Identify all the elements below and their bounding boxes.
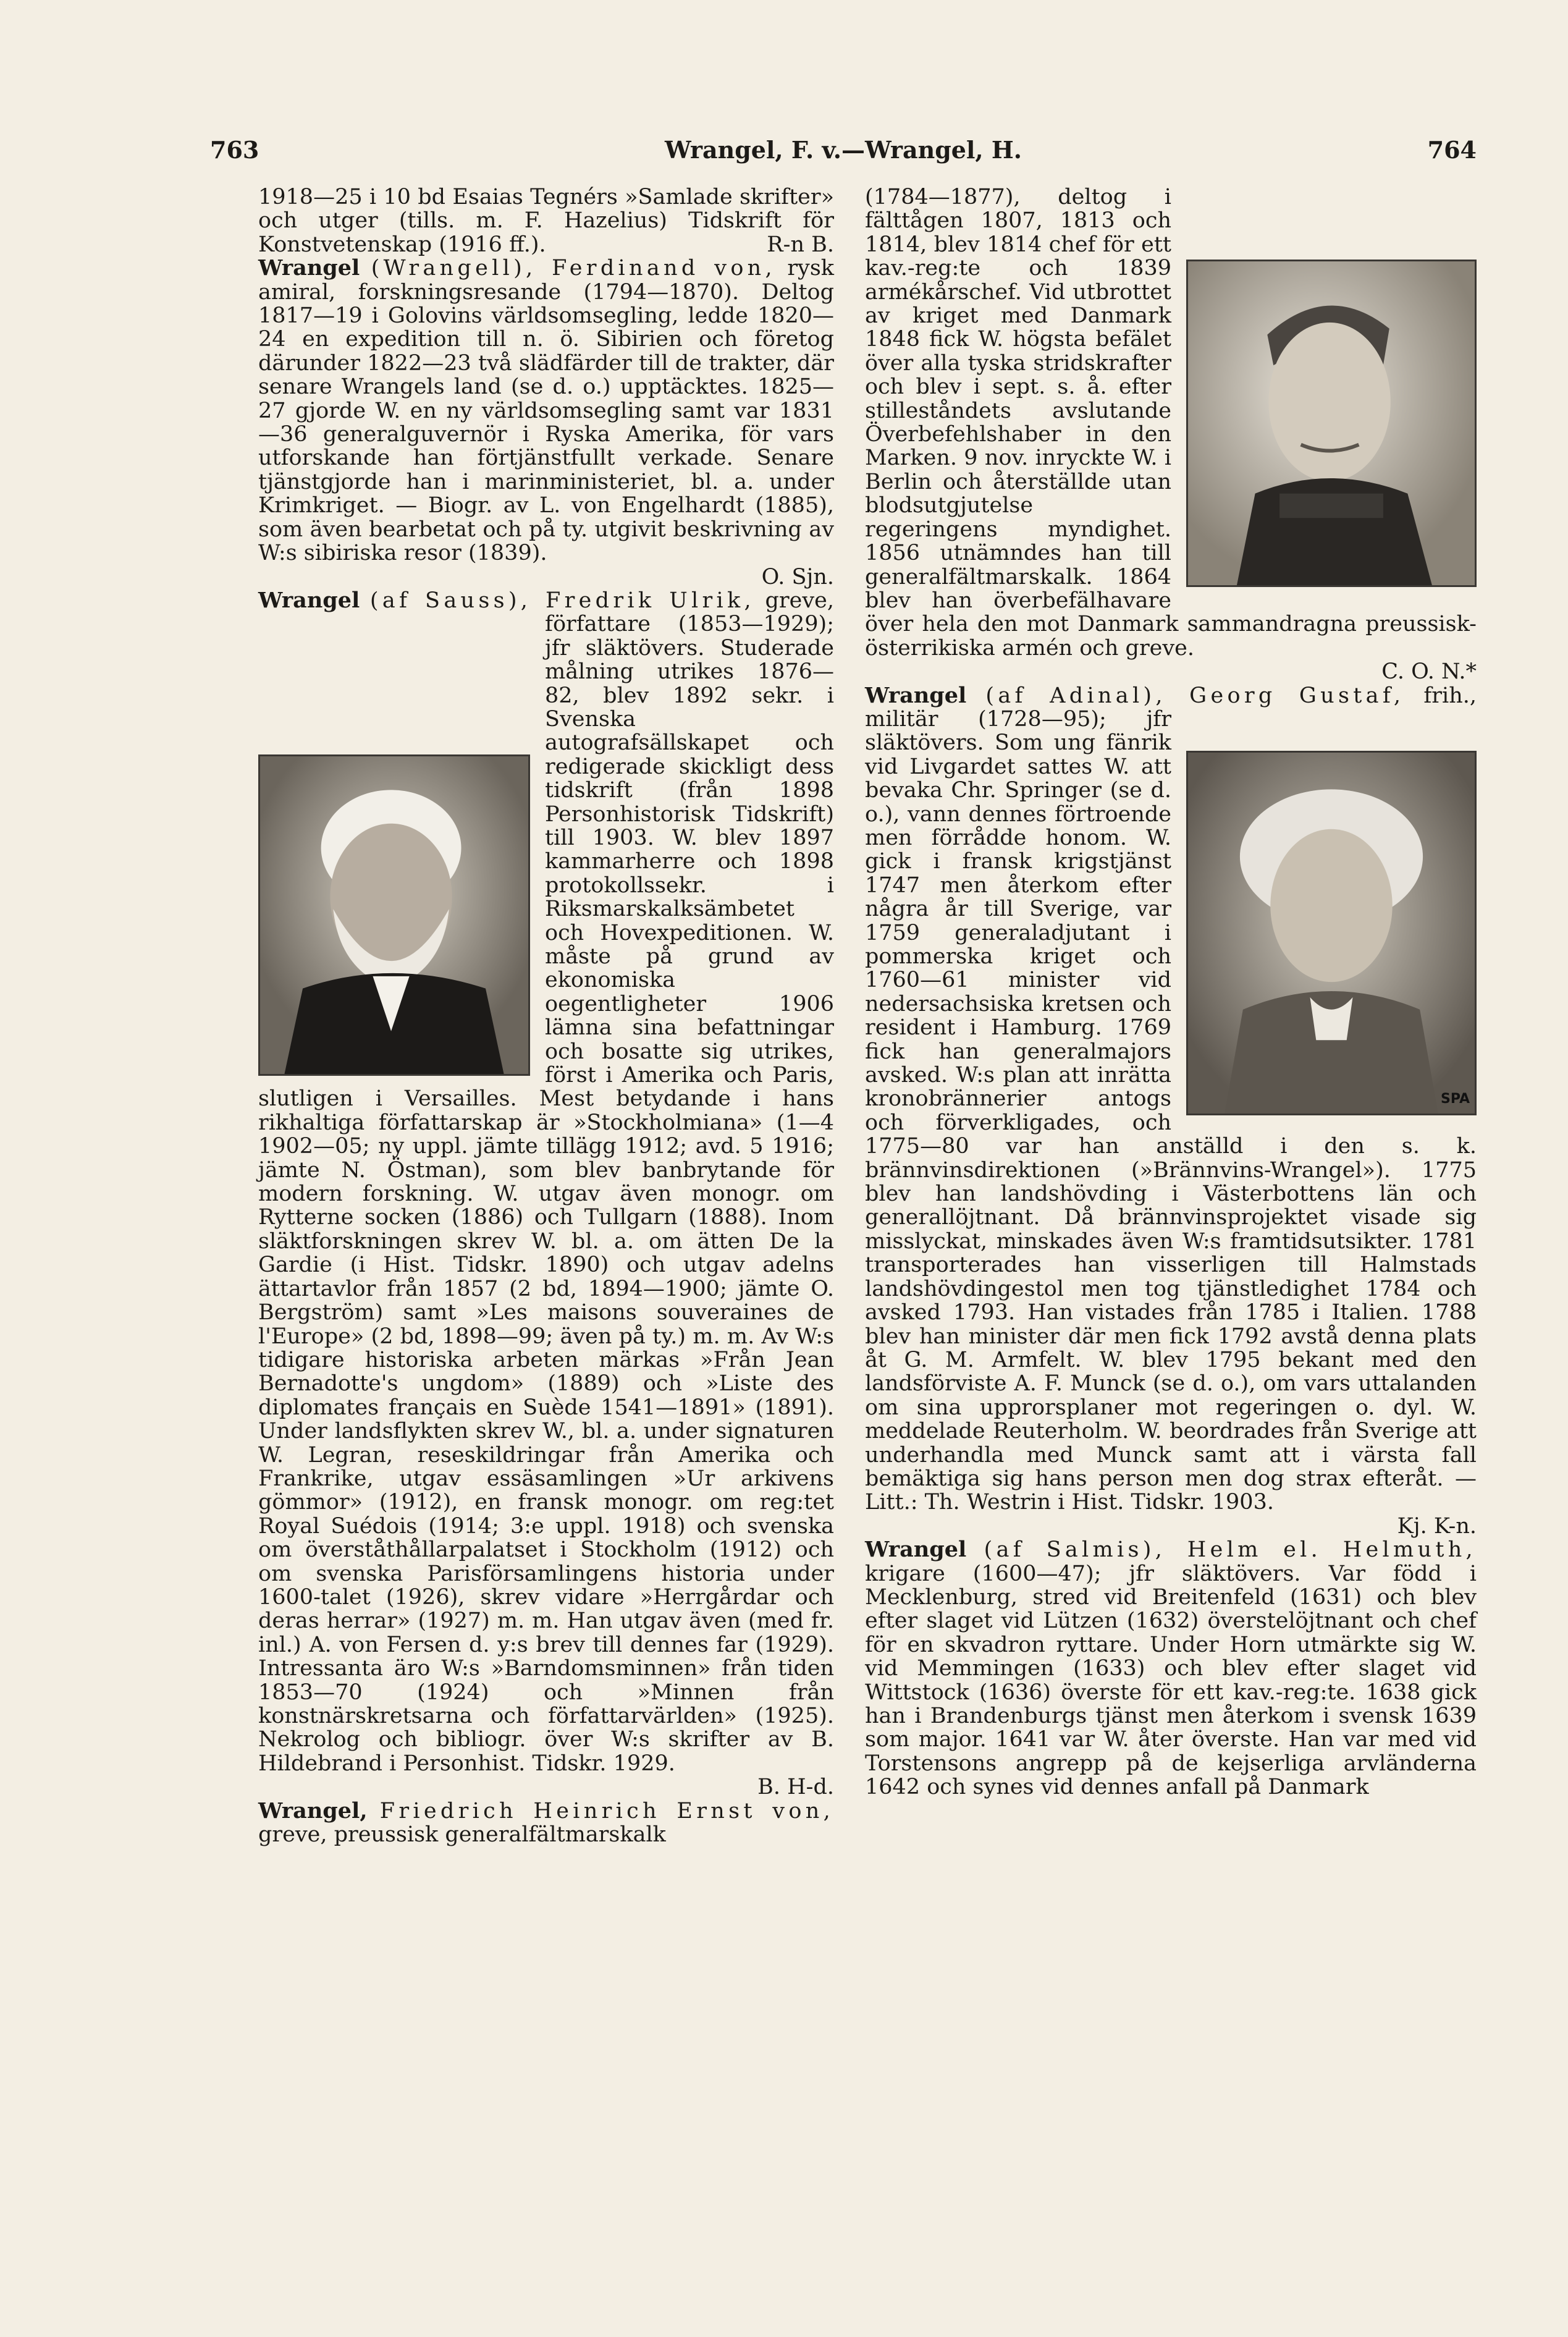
author-signature: B. H-d. [757, 1775, 834, 1800]
page-number-right: 764 [1427, 136, 1477, 164]
running-head [210, 136, 1477, 173]
entry-names: Friedrich Heinrich Ernst von, [379, 1798, 834, 1824]
entry-headword: Wrangel [865, 682, 967, 708]
right-column [865, 185, 1477, 1799]
author-signature: O. Sjn. [761, 564, 834, 590]
entry-continuation: 1918—25 i 10 bd Esaias Tegnérs »Samlade skrifter» och utger (tills. m. F. Hazelius) Tidskrift för Konstvetenskap (1916 ff.). R-n B. [258, 185, 834, 257]
running-title: Wrangel, F. v.—Wrangel, H. [665, 136, 1022, 164]
entry-text: greve, författare (1853—1929); jfr släktövers. Studerade målning utrikes 1876—82, blev 1892 sekr. i Svenska autografsällskapet och redigerade skickligt dess tidskrift (från 1898 Personhistorisk Tidskrift) till 1903. W. blev 1897 kammarherre och 1898 protokollssekr. i Riksmarskalksämbetet och Hovexpeditionen. W. måste på grund av ekonomiska oegentligheter 1906 lämna sina befattningar och bosatte sig utrikes, först i Amerika och Paris, slutligen i Versailles. Mest betydande i hans rikhaltiga författarskap är »Stockholmiana» (1—4 1902—05; ny uppl. jämte tillägg 1912; avd. 5 1916; jämte N. Östman), som blev banbrytande för modern forskning. W. utgav även monogr. om Rytterne socken (1886) och Tullgarn (1888). Inom släktforskningen skrev W. bl. a. om ätten De la Gardie (i Hist. Tidskr. 1890) och utgav adelns ättartavlor från 1857 (2 bd, 1894—1900; jämte O. Bergström) samt »Les maisons souveraines de l'Europe» (2 bd, 1898—99; även på ty.) m. m. Av W:s tidigare historiska arbeten märkas »Från Jean Bernadotte's ungdom» (1889) och »Liste des diplomates français en Suède 1541—1891» (1891). Under landsflykten skrev W., bl. a. under signaturen W. Legran, reseskildringar från Amerika och Frankrike, utgav essäsamlingen »Ur arkivens gömmor» (1912), en fransk monogr. om reg:tet Royal Suédois (1914; 3:e uppl. 1918) och svenska om överståthållarpalatset i Stockholm (1912) och om svenska Parisförsamlingens historia under 1600-talet (1926), skrev vidare »Herrgårdar och deras herrar» (1927) m. m. Han utgav även (med fr. inl.) A. von Fersen d. y:s brev till dennes far (1929). Intressanta äro W:s »Barndomsminnen» från tiden 1853—70 (1924) och »Minnen från konstnärskretsarna och författarvärlden» (1925). Nekrolog och bibliogr. över W:s skrifter av B. Hildebrand i Personhist. Tidskr. 1929. [258, 588, 834, 1776]
author-signature: Kj. K-n. [1397, 1513, 1477, 1539]
entry-names: (af Sauss), Fredrik Ulrik, [369, 588, 755, 613]
entry-names: (af Salmis), Helm el. Helmuth, [984, 1537, 1477, 1563]
entry-fredrik-ulrik [258, 589, 834, 1775]
entry-ferdinand [258, 256, 834, 565]
entry-friedrich-heinrich [258, 1799, 834, 1847]
author-signature: C. O. N.* [1381, 659, 1477, 685]
entry-text: (1784—1877), deltog i fälttågen 1807, 1813 och 1814, blev 1814 chef för ett kav.-reg:te och 1839 armékårschef. Vid utbrottet av kriget med Danmark 1848 fick W. högsta befälet över alla tyska stridskrafter och blev i sept. s. å. efter stilleståndets avslutande Överbefehlshaber in den Marken. 9 nov. inryckte W. i Berlin och återställde utan blodsutgjutelse regeringens myndighet. 1856 utnämndes han till generalfältmarskalk. 1864 blev han överbefälhavare över hela den mot Danmark sammandragna preussisk-österrikiska armén och greve. [865, 185, 1477, 661]
entry-helm [865, 1538, 1477, 1799]
portrait-friedrich-heinrich [1186, 260, 1477, 587]
entry-headword: Wrangel, [258, 1798, 368, 1824]
entry-names: (Wrangell), Ferdinand von, [371, 256, 776, 281]
entry-headword: Wrangel [865, 1537, 967, 1563]
entry-headword: Wrangel [258, 587, 360, 613]
entry-names: (af Adinal), Georg Gustaf, [985, 683, 1405, 708]
entry-text: frih., militär (1728—95); jfr släktövers. Som ung fänrik vid Livgardet sattes W. att bevaka Chr. Springer (se d. o.), vann dennes förtroende men förrådde honom. W. gick i fransk krigstjänst 1747 men återkom efter några år till Sverige, var 1759 generaladjutant i pommerska kriget och 1760—61 minister vid nedersachsiska kretsen och resident i Hamburg. 1769 fick han generalmajors avsked. W:s plan att inrätta kronobrännerier antogs och förverkligades, och 1775—80 var han anställd i den s. k. brännvinsdirektionen (»Brännvins-Wrangel»). 1775 blev han landshövding i Västerbottens län och generallöjtnant. Då brännvinsprojektet visade sig misslyckat, minskades även W:s framtidsutsikter. 1781 transporterades han visserligen till Halmstads landshövdingestol men tog tjänstledighet 1784 och avsked 1793. Han vistades från 1785 i Italien. 1788 blev han minister där men fick 1792 avstå denna plats åt G. M. Armfelt. W. blev 1795 bekant med den landsförviste A. F. Munck (se d. o.), om vars uttalanden om sina upprorsplaner mot regeringen o. dyl. W. meddelade Reuterholm. W. beordrades från Sverige att underhandla med Munck samt att i värsta fall bemäktiga sig hans person men dog strax efteråt. — Litt.: Th. Westrin i Hist. Tidskr. 1903. [865, 683, 1477, 1515]
entry-georg-gustaf [865, 684, 1477, 1515]
entry-text: rysk amiral, forskningsresande (1794—1870). Deltog 1817—19 i Golovins världsomsegling, ledde 1820—24 en expedition till n. ö. Sibirien och företog därunder 1822—23 två slädfärder till de trakter, där senare Wrangels land (se d. o.) upptäcktes. 1825—27 gjorde W. en ny världsomsegling samt var 1831—36 generalguvernör i Ryska Amerika, för vars utforskande han förtjänstfullt verkade. Senare tjänstgjorde han i marinministeriet, bl. a. under Krimkriget. — Biogr. av L. von Engelhardt (1885), som även bearbetat och på ty. utgivit beskrivning av W:s sibiriska resor (1839). [258, 256, 834, 566]
portrait-georg-gustaf [1186, 751, 1477, 1115]
left-column [258, 185, 834, 1846]
entry-text: krigare (1600—47); jfr släktövers. Var född i Mecklenburg, stred vid Breitenfeld (1631) och blev efter slaget vid Lützen (1632) överstelöjtnant och chef för en skvadron ryttare. Under Horn utmärkte sig W. vid Memmingen (1633) och blev efter slaget vid Wittstock (1636) överste för ett kav.-reg:te. 1638 gick han i Brandenburgs tjänst men återkom i svensk 1639 som major. 1641 var W. åter överste. Han var med vid Torstensons angrepp på de kejserliga arvländerna 1642 och synes vid dennes anfall på Danmark [865, 1561, 1477, 1800]
photo-credit: SPA [1441, 1091, 1470, 1107]
author-signature: R-n B. [767, 232, 834, 257]
portrait-fredrik-ulrik [258, 754, 530, 1076]
page-number-left: 763 [210, 136, 259, 164]
entry-headword: Wrangel [258, 255, 360, 281]
entry-friedrich-heinrich-cont [865, 185, 1477, 660]
entry-text: greve, preussisk generalfältmarskalk [258, 1822, 666, 1848]
